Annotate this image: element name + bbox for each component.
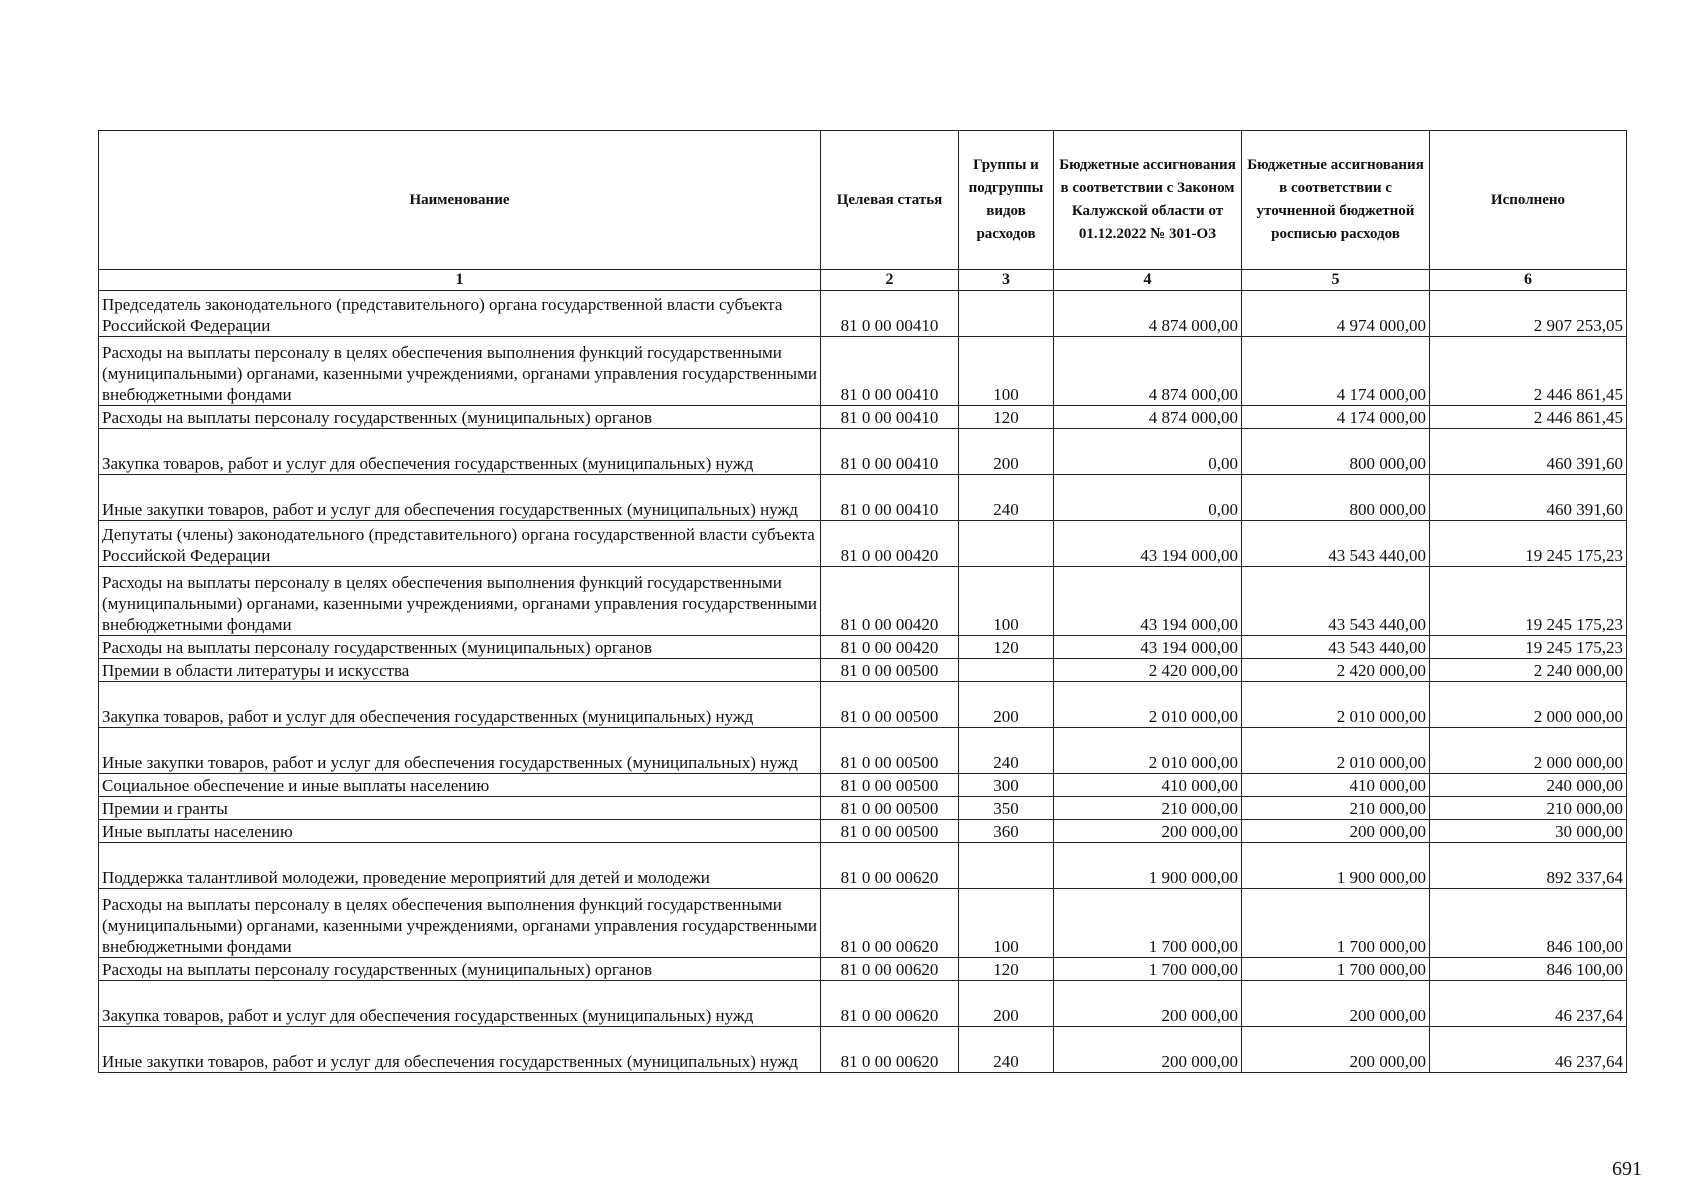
row-refined-allocation-cell: 2 010 000,00: [1242, 682, 1430, 728]
row-refined-allocation-cell: 4 174 000,00: [1242, 406, 1430, 429]
row-refined-allocation-cell: 800 000,00: [1242, 475, 1430, 521]
row-expense-group-cell: 120: [959, 958, 1054, 981]
row-target-article-cell: 81 0 00 00500: [821, 728, 959, 774]
table-row: [99, 291, 1627, 337]
row-refined-allocation-cell: 2 010 000,00: [1242, 728, 1430, 774]
row-law-allocation-cell: 4 874 000,00: [1054, 406, 1242, 429]
table-row: [99, 981, 1627, 1027]
row-law-allocation-cell: 2 010 000,00: [1054, 728, 1242, 774]
row-target-article-cell: 81 0 00 00620: [821, 958, 959, 981]
row-refined-allocation-cell: 800 000,00: [1242, 429, 1430, 475]
table-row: [99, 659, 1627, 682]
row-expense-group-cell: [959, 291, 1054, 337]
row-executed-cell: 846 100,00: [1430, 889, 1627, 958]
row-name-cell: Расходы на выплаты персоналу государственных (муниципальных) органов: [99, 636, 821, 659]
row-name-cell: Закупка товаров, работ и услуг для обеспечения государственных (муниципальных) нужд: [99, 981, 821, 1027]
row-executed-cell: 19 245 175,23: [1430, 567, 1627, 636]
row-executed-cell: 240 000,00: [1430, 774, 1627, 797]
column-number: 3: [959, 270, 1054, 291]
table-row: [99, 567, 1627, 636]
row-refined-allocation-cell: 4 974 000,00: [1242, 291, 1430, 337]
row-expense-group-cell: 350: [959, 797, 1054, 820]
row-name-cell: Поддержка талантливой молодежи, проведение мероприятий для детей и молодежи: [99, 843, 821, 889]
row-target-article-cell: 81 0 00 00410: [821, 291, 959, 337]
row-target-article-cell: 81 0 00 00500: [821, 659, 959, 682]
row-name-cell: Иные закупки товаров, работ и услуг для обеспечения государственных (муниципальных) нужд: [99, 1027, 821, 1073]
header-executed: Исполнено: [1430, 131, 1627, 270]
row-refined-allocation-cell: 43 543 440,00: [1242, 521, 1430, 567]
row-executed-cell: 2 000 000,00: [1430, 682, 1627, 728]
header-refined-allocations: Бюджетные ассигнования в соответствии с уточненной бюджетной росписью расходов: [1242, 131, 1430, 270]
row-expense-group-cell: 200: [959, 429, 1054, 475]
row-target-article-cell: 81 0 00 00500: [821, 774, 959, 797]
row-law-allocation-cell: 4 874 000,00: [1054, 291, 1242, 337]
row-name-cell: Иные закупки товаров, работ и услуг для обеспечения государственных (муниципальных) нужд: [99, 475, 821, 521]
table-row: [99, 521, 1627, 567]
table-row: [99, 337, 1627, 406]
row-refined-allocation-cell: 1 700 000,00: [1242, 889, 1430, 958]
row-executed-cell: 210 000,00: [1430, 797, 1627, 820]
row-law-allocation-cell: 0,00: [1054, 429, 1242, 475]
row-executed-cell: 19 245 175,23: [1430, 521, 1627, 567]
row-expense-group-cell: 120: [959, 636, 1054, 659]
row-executed-cell: 2 240 000,00: [1430, 659, 1627, 682]
row-target-article-cell: 81 0 00 00620: [821, 843, 959, 889]
row-expense-group-cell: 360: [959, 820, 1054, 843]
row-name-cell: Расходы на выплаты персоналу государственных (муниципальных) органов: [99, 406, 821, 429]
table-row: [99, 636, 1627, 659]
row-name-cell: Расходы на выплаты персоналу в целях обеспечения выполнения функций государственными (муниципальными) органами, казенными учреждениями, органами управления государственными внебюджетными фондами: [99, 337, 821, 406]
column-number-row: [99, 270, 1627, 291]
row-name-cell: Иные закупки товаров, работ и услуг для обеспечения государственных (муниципальных) нужд: [99, 728, 821, 774]
row-name-cell: Расходы на выплаты персоналу в целях обеспечения выполнения функций государственными (муниципальными) органами, казенными учреждениями, органами управления государственными внебюджетными фондами: [99, 889, 821, 958]
table-row: [99, 429, 1627, 475]
row-refined-allocation-cell: 200 000,00: [1242, 981, 1430, 1027]
table-row: [99, 728, 1627, 774]
row-target-article-cell: 81 0 00 00620: [821, 981, 959, 1027]
row-law-allocation-cell: 0,00: [1054, 475, 1242, 521]
row-expense-group-cell: 240: [959, 475, 1054, 521]
row-name-cell: Расходы на выплаты персоналу в целях обеспечения выполнения функций государственными (муниципальными) органами, казенными учреждениями, органами управления государственными внебюджетными фондами: [99, 567, 821, 636]
table-row: [99, 797, 1627, 820]
row-name-cell: Премии и гранты: [99, 797, 821, 820]
table-body: [99, 291, 1627, 1073]
row-law-allocation-cell: 1 900 000,00: [1054, 843, 1242, 889]
row-name-cell: Расходы на выплаты персоналу государственных (муниципальных) органов: [99, 958, 821, 981]
table-row: [99, 958, 1627, 981]
row-expense-group-cell: 100: [959, 337, 1054, 406]
row-refined-allocation-cell: 4 174 000,00: [1242, 337, 1430, 406]
row-executed-cell: 460 391,60: [1430, 475, 1627, 521]
budget-table: [98, 130, 1627, 1073]
row-expense-group-cell: 200: [959, 981, 1054, 1027]
row-expense-group-cell: [959, 843, 1054, 889]
row-executed-cell: 460 391,60: [1430, 429, 1627, 475]
row-executed-cell: 2 446 861,45: [1430, 406, 1627, 429]
table-row: [99, 682, 1627, 728]
row-name-cell: Иные выплаты населению: [99, 820, 821, 843]
row-executed-cell: 46 237,64: [1430, 981, 1627, 1027]
row-refined-allocation-cell: 410 000,00: [1242, 774, 1430, 797]
row-law-allocation-cell: 1 700 000,00: [1054, 958, 1242, 981]
row-executed-cell: 892 337,64: [1430, 843, 1627, 889]
column-number: 2: [821, 270, 959, 291]
row-target-article-cell: 81 0 00 00410: [821, 475, 959, 521]
row-target-article-cell: 81 0 00 00420: [821, 567, 959, 636]
header-name: Наименование: [99, 131, 821, 270]
row-target-article-cell: 81 0 00 00410: [821, 337, 959, 406]
row-expense-group-cell: 120: [959, 406, 1054, 429]
table-row: [99, 406, 1627, 429]
row-law-allocation-cell: 43 194 000,00: [1054, 567, 1242, 636]
row-executed-cell: 30 000,00: [1430, 820, 1627, 843]
row-target-article-cell: 81 0 00 00500: [821, 682, 959, 728]
row-target-article-cell: 81 0 00 00620: [821, 1027, 959, 1073]
row-law-allocation-cell: 2 420 000,00: [1054, 659, 1242, 682]
row-executed-cell: 46 237,64: [1430, 1027, 1627, 1073]
table-row: [99, 1027, 1627, 1073]
row-refined-allocation-cell: 200 000,00: [1242, 820, 1430, 843]
row-refined-allocation-cell: 43 543 440,00: [1242, 636, 1430, 659]
table-row: [99, 820, 1627, 843]
header-target-article: Целевая статья: [821, 131, 959, 270]
column-number: 4: [1054, 270, 1242, 291]
row-name-cell: Депутаты (члены) законодательного (представительного) органа государственной власти субъекта Российской Федерации: [99, 521, 821, 567]
column-number: 5: [1242, 270, 1430, 291]
table-row: [99, 889, 1627, 958]
table-row: [99, 843, 1627, 889]
row-target-article-cell: 81 0 00 00420: [821, 521, 959, 567]
row-target-article-cell: 81 0 00 00500: [821, 797, 959, 820]
row-refined-allocation-cell: 1 700 000,00: [1242, 958, 1430, 981]
row-law-allocation-cell: 200 000,00: [1054, 820, 1242, 843]
row-expense-group-cell: 100: [959, 567, 1054, 636]
row-target-article-cell: 81 0 00 00620: [821, 889, 959, 958]
row-target-article-cell: 81 0 00 00420: [821, 636, 959, 659]
row-target-article-cell: 81 0 00 00410: [821, 429, 959, 475]
row-refined-allocation-cell: 43 543 440,00: [1242, 567, 1430, 636]
row-name-cell: Социальное обеспечение и иные выплаты населению: [99, 774, 821, 797]
row-executed-cell: 2 000 000,00: [1430, 728, 1627, 774]
row-name-cell: Премии в области литературы и искусства: [99, 659, 821, 682]
header-expense-groups: Группы и подгруппы видов расходов: [959, 131, 1054, 270]
row-law-allocation-cell: 43 194 000,00: [1054, 636, 1242, 659]
row-law-allocation-cell: 2 010 000,00: [1054, 682, 1242, 728]
row-law-allocation-cell: 1 700 000,00: [1054, 889, 1242, 958]
row-expense-group-cell: 100: [959, 889, 1054, 958]
row-refined-allocation-cell: 2 420 000,00: [1242, 659, 1430, 682]
row-name-cell: Закупка товаров, работ и услуг для обеспечения государственных (муниципальных) нужд: [99, 682, 821, 728]
header-row: [99, 131, 1627, 270]
row-executed-cell: 2 907 253,05: [1430, 291, 1627, 337]
row-expense-group-cell: 200: [959, 682, 1054, 728]
row-refined-allocation-cell: 210 000,00: [1242, 797, 1430, 820]
row-refined-allocation-cell: 1 900 000,00: [1242, 843, 1430, 889]
column-number: 6: [1430, 270, 1627, 291]
row-law-allocation-cell: 410 000,00: [1054, 774, 1242, 797]
row-expense-group-cell: 240: [959, 728, 1054, 774]
page-number: 691: [1612, 1158, 1642, 1180]
row-expense-group-cell: 300: [959, 774, 1054, 797]
row-refined-allocation-cell: 200 000,00: [1242, 1027, 1430, 1073]
row-expense-group-cell: 240: [959, 1027, 1054, 1073]
table-row: [99, 475, 1627, 521]
row-law-allocation-cell: 210 000,00: [1054, 797, 1242, 820]
header-law-allocations: Бюджетные ассигнования в соответствии с Законом Калужской области от 01.12.2022 № 301-ОЗ: [1054, 131, 1242, 270]
row-law-allocation-cell: 200 000,00: [1054, 1027, 1242, 1073]
column-number: 1: [99, 270, 821, 291]
row-name-cell: Председатель законодательного (представительного) органа государственной власти субъекта Российской Федерации: [99, 291, 821, 337]
row-expense-group-cell: [959, 659, 1054, 682]
row-target-article-cell: 81 0 00 00410: [821, 406, 959, 429]
table-row: [99, 774, 1627, 797]
row-target-article-cell: 81 0 00 00500: [821, 820, 959, 843]
row-executed-cell: 2 446 861,45: [1430, 337, 1627, 406]
row-law-allocation-cell: 4 874 000,00: [1054, 337, 1242, 406]
row-executed-cell: 846 100,00: [1430, 958, 1627, 981]
row-executed-cell: 19 245 175,23: [1430, 636, 1627, 659]
row-law-allocation-cell: 43 194 000,00: [1054, 521, 1242, 567]
row-law-allocation-cell: 200 000,00: [1054, 981, 1242, 1027]
row-expense-group-cell: [959, 521, 1054, 567]
row-name-cell: Закупка товаров, работ и услуг для обеспечения государственных (муниципальных) нужд: [99, 429, 821, 475]
